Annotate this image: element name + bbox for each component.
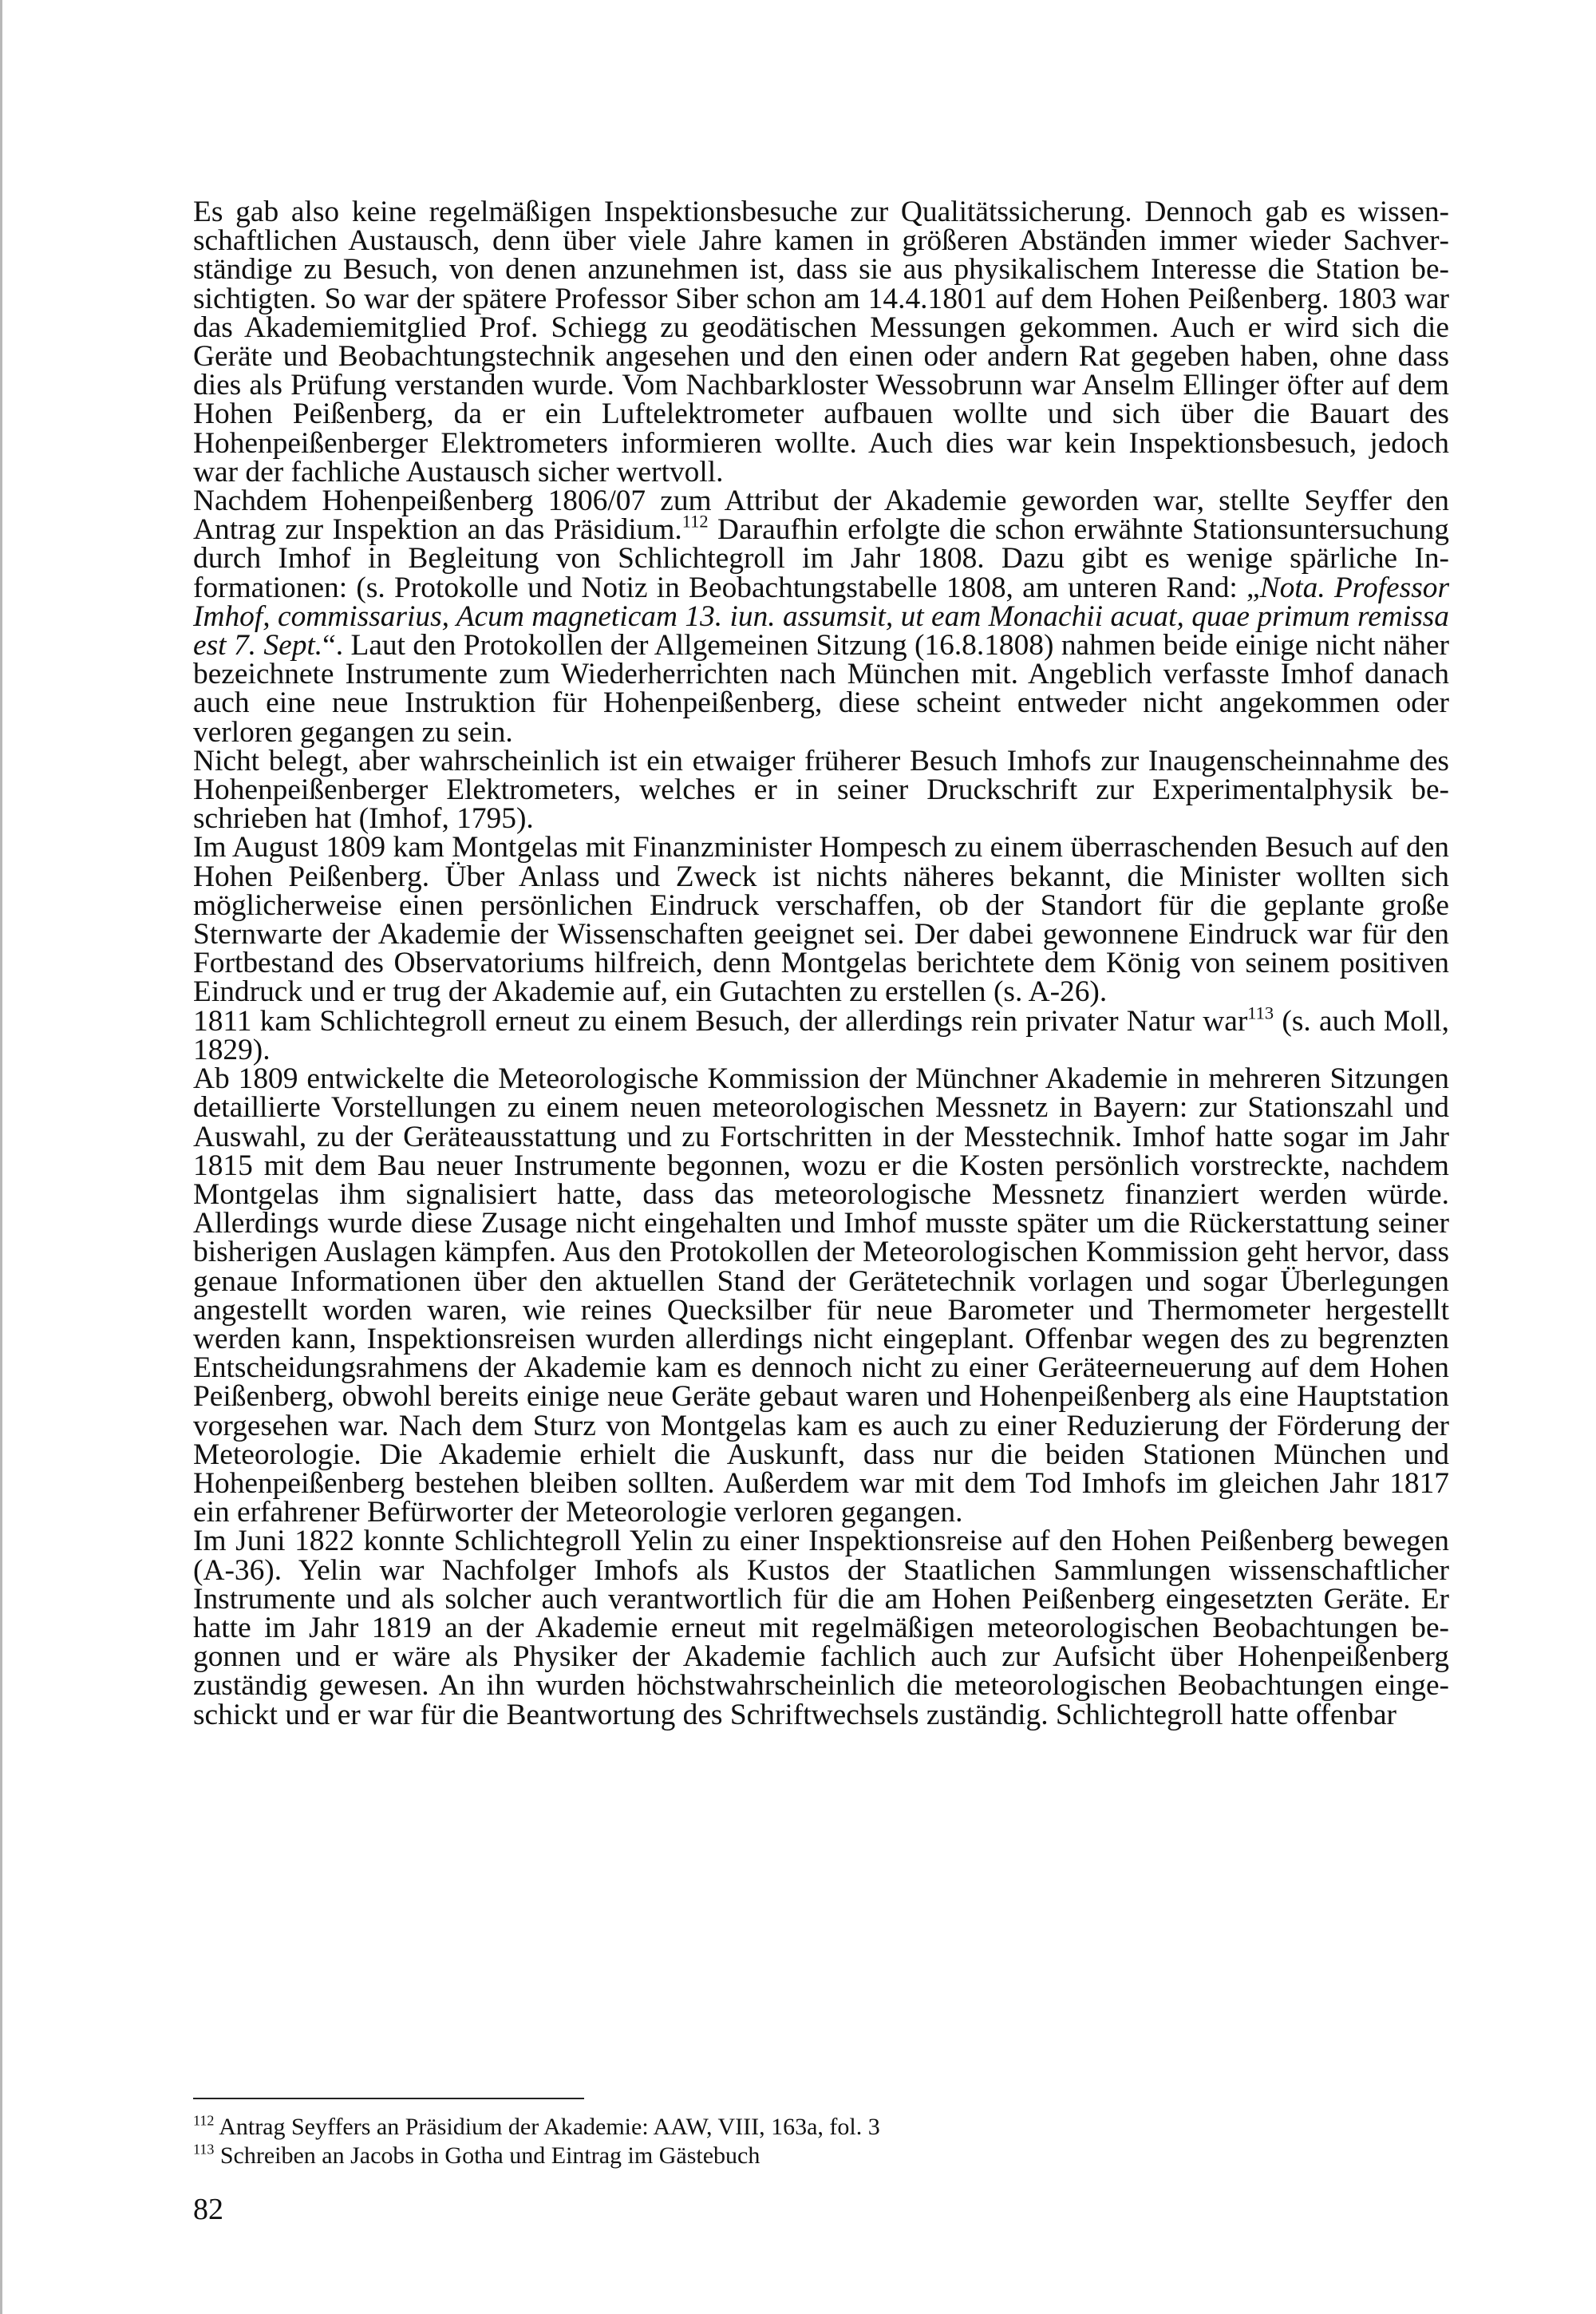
footnote-113 xyxy=(193,2142,1151,2170)
paragraph-text: Im August 1809 kam Montgelas mit Finanzminister Hompesch zu einem überraschenden Besuch auf den Hohen Peißenberg. Über Anlass und Zweck ist nichts näheres bekannt, die Minister wollten sich möglicherweise einen persönlichen Eindruck verschaffen, ob der Standort für die geplante große Sternwarte der Akademie der Wissenschaften geeignet sei. Der dabei gewonnene Eindruck war für den Fortbestand des Observatoriums hilfreich, denn Montgelas berichtete dem König von seinem positiven Eindruck und er trug der Akademie auf, ein Gutachten zu erstellen (s. A-26). xyxy=(193,831,1449,1009)
footnote-number: 113 xyxy=(193,2141,215,2158)
footnote-reference: 112 xyxy=(681,511,709,532)
body-text xyxy=(193,198,1449,1730)
paragraph-text: Nicht belegt, aber wahrscheinlich ist ein etwaiger früherer Besuch Imhofs zur Inaugenscheinnahme des Hohenpeißenberger Elektrometers, welches er in seiner Druckschrift zur Experimentalphysik beschrieben hat (Imhof, 1795). xyxy=(193,744,1449,836)
body-paragraph xyxy=(193,744,1449,836)
page-number: 82 xyxy=(193,2193,223,2226)
paragraph-text: Daraufhin erfolgte die schon erwähnte Stationsuntersuchung durch Imhof in Begleitung von Schlichtegroll im Jahr 1808. Dazu gibt es wenige spärliche Informationen: (s. Protokolle und Notiz in Beobachtungstabelle 1808, am unteren Rand: „ xyxy=(193,513,1449,604)
paragraph-text: Es gab also keine regelmäßigen Inspektionsbesuche zur Qualitätssicherung. Dennoch gab es wissenschaftlichen Austausch, denn über viele Jahre kamen in größeren Abständen immer wieder Sachverständige zu Besuch, von denen anzunehmen ist, dass sie aus physikalischem Interesse die Station besichtigten. So war der spätere Professor Siber schon am 14.4.1801 auf dem Hohen Peißenberg. 1803 war das Akademiemitglied Prof. Schiegg zu geodätischen Messungen gekommen. Auch er wird sich die Geräte und Beobachtungstechnik angesehen und den einen oder andern Rat gegeben haben, ohne dass dies als Prüfung verstanden wurde. Vom Nachbarkloster Wessobrunn war Anselm Ellinger öfter auf dem Hohen Peißenberg, da er ein Luftelektrometer aufbauen wollte und sich über die Bauart des Hohenpeißenberger Elektrometers informieren wollte. Auch dies war kein Inspektionsbesuch, jedoch war der fachliche Austausch sicher wertvoll. xyxy=(193,196,1449,489)
paragraph-text: (s. auch Moll, 1829). xyxy=(193,1004,1450,1066)
paragraph-text: Ab 1809 entwickelte die Meteorologische Kommission der Münchner Akademie in mehreren Sitzungen detaillierte Vorstellungen zu einem neuen meteorologischen Messnetz in Bayern: zur Stationszahl und Auswahl, zu der Geräteausstattung und zu Fortschritten in der Messtechnik. Imhof hatte sogar im Jahr 1815 mit dem Bau neuer Instrumente begonnen, wozu er die Kosten persönlich vorstreckte, nachdem Montgelas ihm signalisiert hatte, dass das meteorologische Messnetz finanziert werden würde. Allerdings wurde diese Zusage nicht eingehalten und Imhof musste später um die Rückerstattung seiner bisherigen Auslagen kämpfen. Aus den Protokollen der Meteorologischen Kommission geht hervor, dass genaue Informationen über den aktuellen Stand der Gerätetechnik vorlagen und sogar Überlegungen angestellt worden waren, wie reines Quecksilber für neue Barometer und Thermometer hergestellt werden kann, Inspektionsreisen wurden allerdings nicht eingeplant. Offenbar wegen des zu begrenzten Entscheidungsrahmens der Akademie kam es dennoch nicht zu einer Geräteerneuerung auf dem Hohen Peißenberg, obwohl bereits einige neue Geräte gebaut waren und Hohenpeißenberg als eine Hauptstation vorgesehen war. Nach dem Sturz von Montgelas kam es auch zu einer Reduzierung der Förderung der Meteorologie. Die Akademie erhielt die Auskunft, dass nur die beiden Stationen München und Hohenpeißenberg bestehen bleiben sollten. Außerdem war mit dem Tod Imhofs im gleichen Jahr 1817 ein erfahrener Befürworter der Meteorologie verloren gegangen. xyxy=(193,1062,1449,1529)
page-edge-scan-line xyxy=(0,0,2,2314)
footnote-112 xyxy=(193,2113,1151,2142)
footnote-separator xyxy=(193,2098,584,2099)
body-paragraph xyxy=(193,1527,1449,1729)
body-paragraph xyxy=(193,198,1449,487)
paragraph-text: 1811 kam Schlichtegroll erneut zu einem Besuch, der allerdings rein privater Natur war xyxy=(193,1004,1248,1038)
footnotes xyxy=(193,2113,1151,2170)
body-paragraph xyxy=(193,487,1449,747)
body-paragraph xyxy=(193,1003,1450,1066)
paragraph-text: Im Juni 1822 konnte Schlichtegroll Yelin zu einer Inspektionsreise auf den Hohen Peißenberg bewegen (A-36). Yelin war Nachfolger Imhofs als Kustos der Staatlichen Sammlungen wissenschaftlicher Instrumente und als solcher auch verantwortlich für die am Hohen Peißenberg eingesetzten Geräte. Er hatte im Jahr 1819 an der Akademie erneut mit regelmäßigen meteorologischen Beobachtungen begonnen und er wäre als Physiker der Akademie fachlich auch zur Aufsicht über Hohenpeißenberg zuständig gewesen. An ihn wurden höchstwahrscheinlich die meteorologischen Beobachtungen eingeschickt und er war für die Beantwortung des Schriftwechsels zuständig. Schlichtegroll hatte offenbar xyxy=(193,1525,1449,1731)
footnote-text: Schreiben an Jacobs in Gotha und Eintrag im Gästebuch xyxy=(214,2142,760,2169)
paragraph-text: Nachdem Hohenpeißenberg 1806/07 zum Attribut der Akademie geworden war, stellte Seyffer den Antrag zur Inspektion an das Präsidium. xyxy=(193,485,1449,547)
body-paragraph xyxy=(193,833,1449,1007)
footnote-number: 112 xyxy=(193,2112,215,2129)
body-paragraph xyxy=(193,1062,1449,1529)
paragraph-text: “. Laut den Protokollen der Allgemeinen Sitzung (16.8.1808) nahmen beide einige nicht näher bezeichnete Instrumente zum Wiederherrichten nach München mit. Angeblich verfasste Imhof danach auch eine neue Instruktion für Hohenpeißenberg, diese scheint entweder nicht angekommen oder verloren gegangen zu sein. xyxy=(193,629,1449,749)
footnote-text: Antrag Seyffers an Präsidium der Akademie: AAW, VIII, 163a, fol. 3 xyxy=(214,2114,880,2140)
footnote-reference: 113 xyxy=(1247,1003,1274,1023)
latin-quotation: Nota. Professor Imhof, commissarius, Acum magneticam 13. iun. assumsit, ut eam Monachii acuat, quae primum remissa est 7. Sept. xyxy=(193,571,1449,663)
